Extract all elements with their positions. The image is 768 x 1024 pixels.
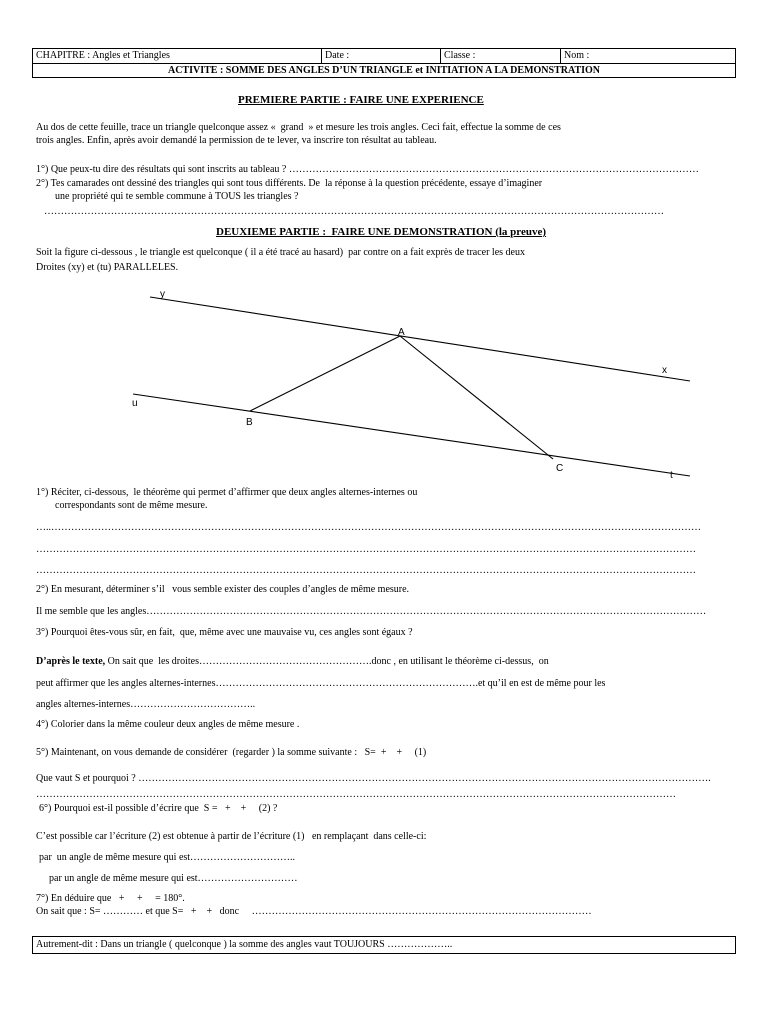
part2-question-6-par1[interactable]: par un angle de même mesure qui est………………………….. — [39, 852, 296, 863]
chapitre-cell: CHAPITRE : Angles et Triangles — [36, 50, 170, 61]
part2-question-7-line2[interactable]: On sait que : S= ………… et que S= + + donc ………………………………………………………………………………………… — [36, 906, 592, 917]
triangle-figure — [0, 0, 768, 500]
part2-question-3: 3°) Pourquoi êtes-vous sûr, en fait, que, même avec une mauvaise vu, ces angles sont égaux ? — [36, 627, 413, 638]
classe-field[interactable]: Classe : — [444, 50, 476, 61]
part2-question-2-answer[interactable]: Il me semble que les angles…………………………………………………………………………………………………………………………………………………… — [36, 606, 707, 617]
label-B: B — [246, 417, 253, 428]
part1-intro-line1: Au dos de cette feuille, trace un triangle quelconque assez « grand » et mesure les trois angles. Ceci fait, effectue la somme de ces — [36, 122, 561, 133]
part2-question-7-line1: 7°) En déduire que + + = 180°. — [36, 893, 185, 904]
label-A: A — [398, 327, 405, 338]
label-C: C — [556, 463, 564, 474]
part1-intro-line2: trois angles. Enfin, après avoir demandé la permission de te lever, va inscrire ton résultat au tableau. — [36, 135, 437, 146]
label-u: u — [132, 398, 138, 409]
answer-line[interactable]: …..…………………………………………………………………………………………………………………………………………………………………………… — [36, 522, 701, 533]
apres-texte-lead: D’après le texte, — [36, 656, 106, 667]
nom-field[interactable]: Nom : — [564, 50, 590, 61]
part2-question-6-par2[interactable]: par un angle de même mesure qui est………………………… — [49, 873, 298, 884]
answer-line[interactable]: ……………………………………………………………………………………………………………………………………………………………………………… — [36, 544, 696, 555]
line-xy — [150, 297, 690, 381]
part1-title: PREMIERE PARTIE : FAIRE UNE EXPERIENCE — [238, 94, 484, 106]
part2-question-6-answer: C’est possible car l’écriture (2) est obtenue à partir de l’écriture (1) en remplaçant dans celle-ci: — [36, 831, 427, 842]
part2-question-4: 4°) Colorier dans la même couleur deux angles de même mesure . — [36, 719, 300, 730]
apres-texte-body[interactable]: On sait que les droites…………………………………………….donc , en utilisant le théorème ci-dessus, on — [105, 656, 549, 667]
apres-texte-line2[interactable]: peut affirmer que les angles alternes-internes…………………………………………………………………….et qu’il en est de même pour les — [36, 678, 606, 689]
line-tu — [133, 394, 690, 476]
label-y: y — [160, 289, 165, 300]
part2-question-1-line2: correspondants sont de même mesure. — [55, 500, 208, 511]
conclusion-box[interactable]: Autrement-dit : Dans un triangle ( quelconque ) la somme des angles vaut TOUJOURS ……………….. — [32, 936, 736, 954]
activity-title: ACTIVITE : SOMME DES ANGLES D’UN TRIANGLE et INITIATION A LA DEMONSTRATION — [167, 65, 601, 76]
segment-AC — [400, 336, 553, 459]
part2-intro-line2: Droites (xy) et (tu) PARALLELES. — [36, 262, 179, 273]
part2-intro-line1: Soit la figure ci-dessous , le triangle est quelconque ( il a été tracé au hasard) par contre on a fait exprès de tracer les deux — [36, 247, 525, 258]
part2-title: DEUXIEME PARTIE : FAIRE UNE DEMONSTRATION (la preuve) — [216, 226, 547, 238]
part2-question-2: 2°) En mesurant, déterminer s’il vous semble exister des couples d’angles de même mesure. — [36, 584, 410, 595]
part2-question-5-answer[interactable]: Que vaut S et pourquoi ? ………………………………………………………………………………………………………………………………………………………. — [36, 773, 711, 784]
answer-line[interactable]: ………………………………………………………………………………………………………………………………………………………………………… — [36, 789, 676, 800]
answer-line[interactable]: …………………………………………………………………………………………………………………………………………………………………… — [44, 206, 664, 217]
segment-AB — [250, 336, 400, 411]
apres-texte-line3[interactable]: angles alternes-internes……………………………….. — [36, 699, 256, 710]
part2-question-6: 6°) Pourquoi est-il possible d’écrire que S = + + (2) ? — [39, 803, 278, 814]
part1-question-2-line2: une propriété qui te semble commune à TOUS les triangles ? — [55, 191, 299, 202]
part1-question-1: 1°) Que peux-tu dire des résultats qui sont inscrits au tableau ? …………………………………………………………………………………………………………… — [36, 164, 699, 175]
part2-question-1-line1: 1°) Réciter, ci-dessous, le théorème qui permet d’affirmer que deux angles alternes-internes ou — [36, 487, 418, 498]
part2-question-5: 5°) Maintenant, on vous demande de considérer (regarder ) la somme suivante : S= + + (1) — [36, 747, 427, 758]
part1-question-2-line1: 2°) Tes camarades ont dessiné des triangles qui sont tous différents. De la réponse à la question précédente, essaye d’imaginer — [36, 178, 543, 189]
answer-line[interactable]: ……………………………………………………………………………………………………………………………………………………………………………… — [36, 565, 696, 576]
apres-texte-line1 — [36, 656, 549, 668]
label-x: x — [662, 365, 667, 376]
label-t: t — [670, 470, 673, 481]
date-field[interactable]: Date : — [325, 50, 350, 61]
